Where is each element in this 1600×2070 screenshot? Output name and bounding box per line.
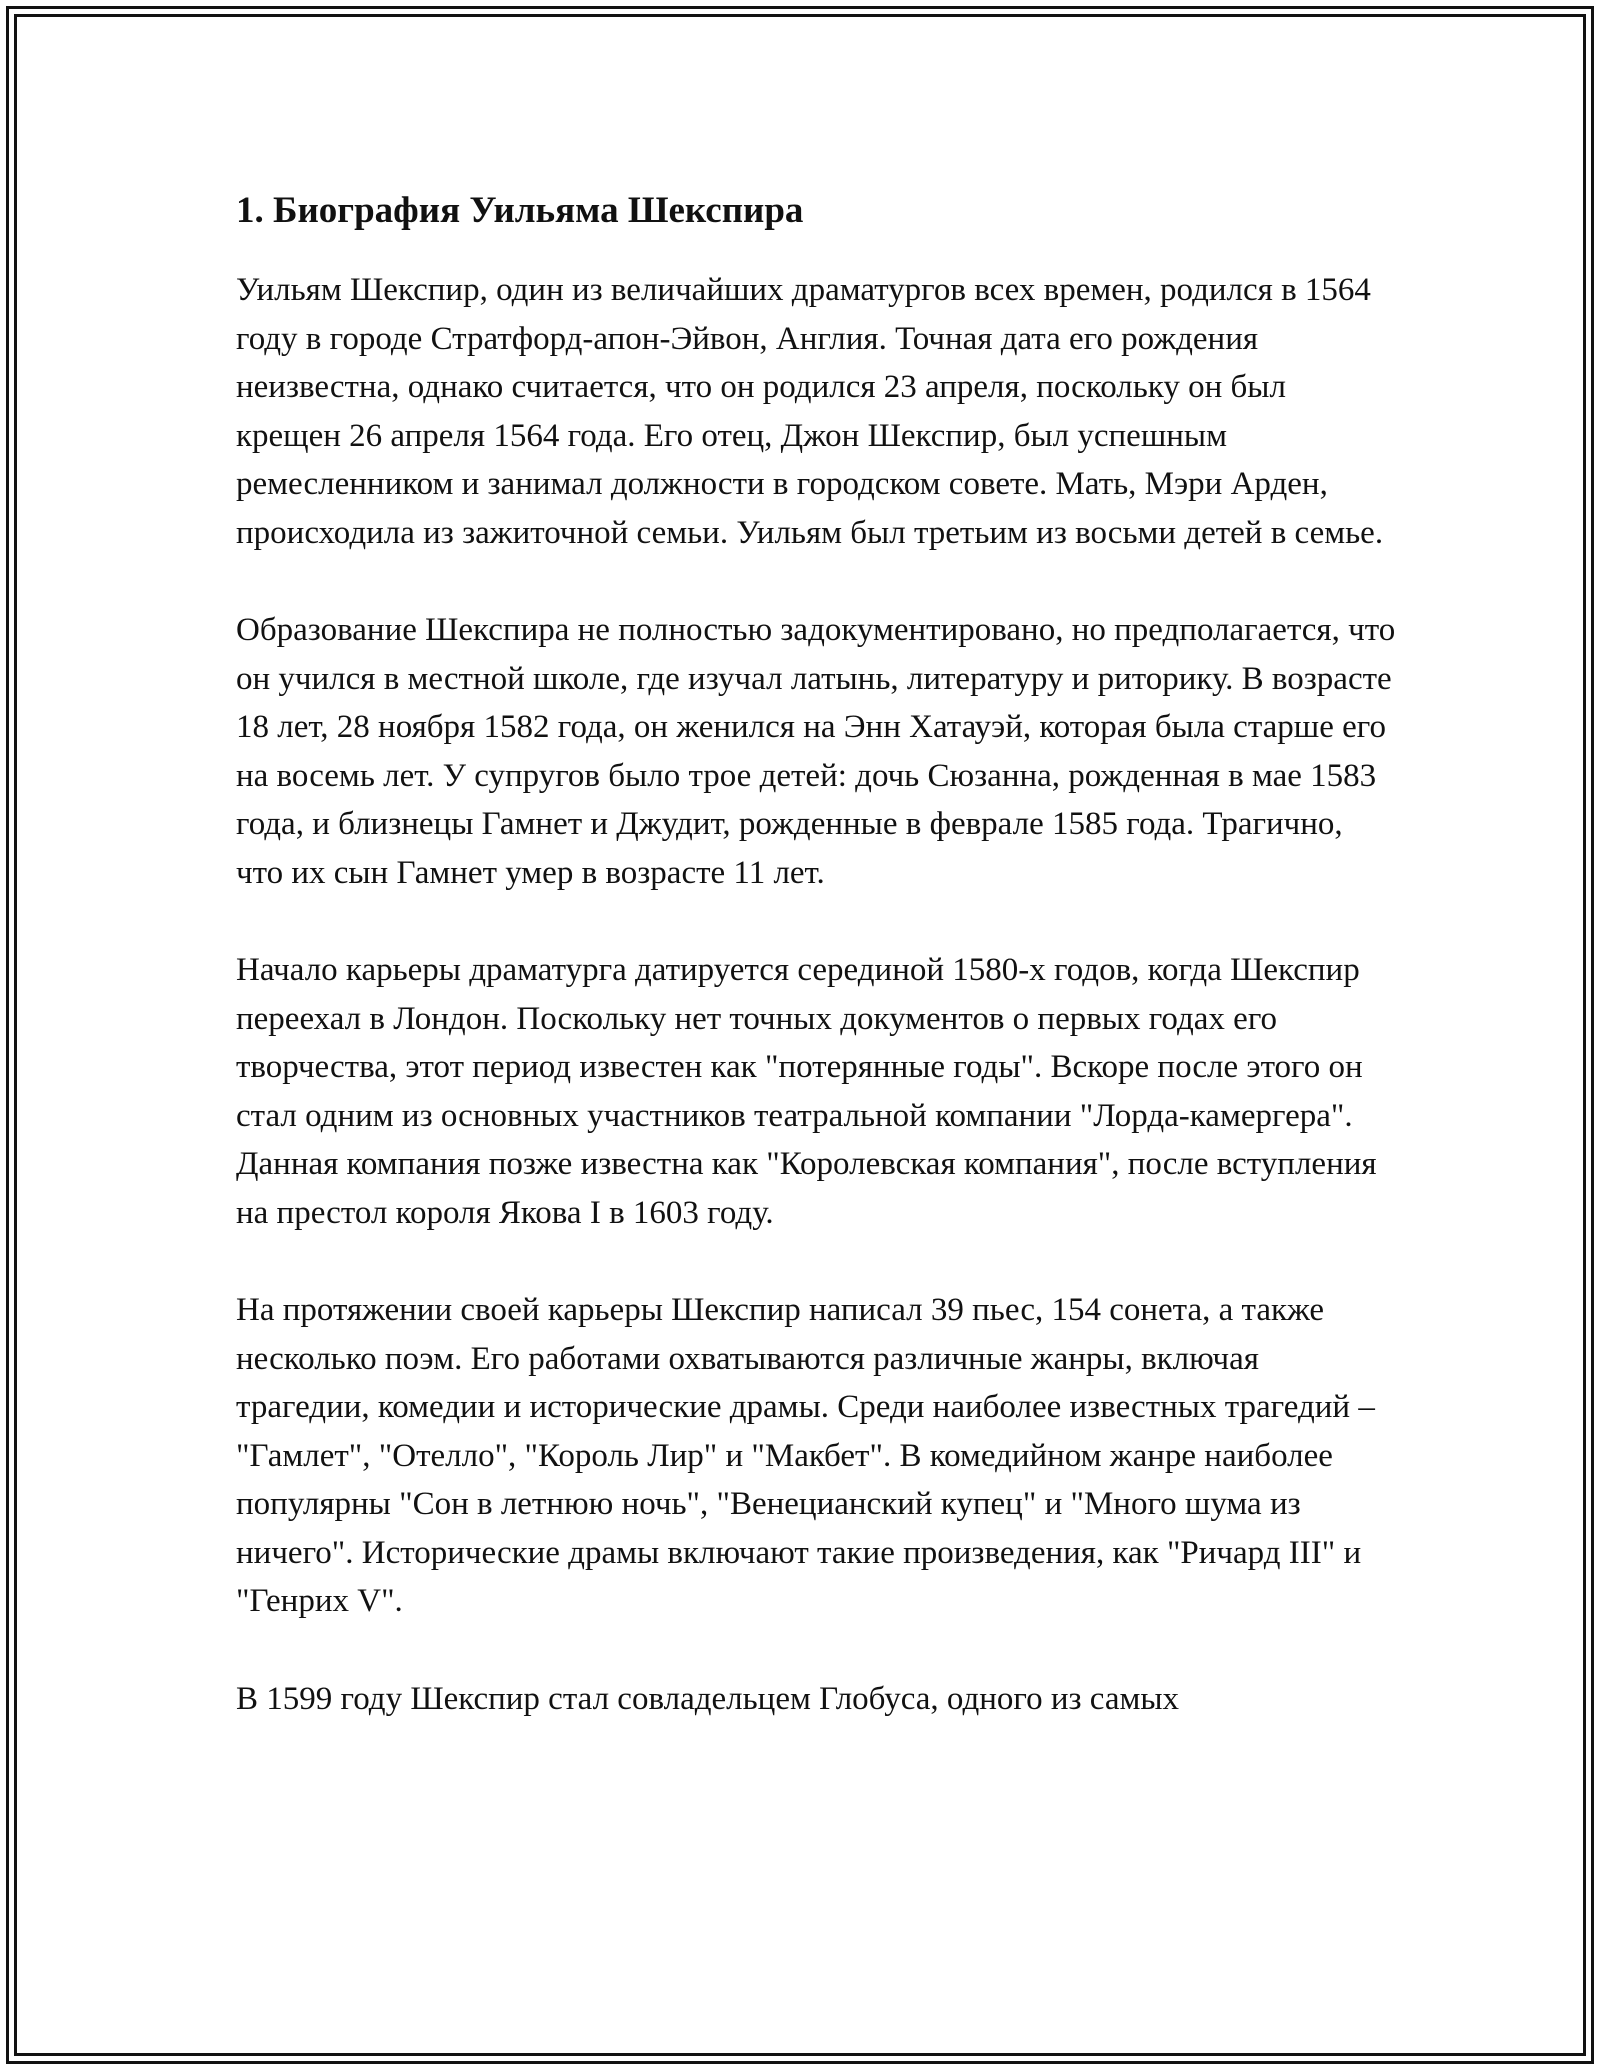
paragraph-education-family: Образование Шекспира не полностью задокументировано, но предполагается, что он учился в местной школе, где изучал латынь, литературу и риторику. В возрасте 18 лет, 28 ноября 1582 года, он женился на Энн Хатауэй, которая была старше его на восемь лет. У супругов было трое детей: дочь Сюзанна, рожденная в мае 1583 года, и близнецы Гамнет и Джудит, рожденные в феврале 1585 года. Трагично, что их сын Гамнет умер в возрасте 11 лет. — [236, 612, 1396, 891]
document-title: 1. Биография Уильяма Шекспира — [236, 190, 804, 231]
paragraph-career-start: Начало карьеры драматурга датируется серединой 1580-х годов, когда Шекспир переехал в Лондон. Поскольку нет точных документов о первых годах его творчества, этот период известен как "потерянные годы". Вскоре после этого он стал одним из основных участников театральной компании "Лорда-камергера". Данная компания позже известна как "Королевская компания", после вступления на престол короля Якова I в 1603 году. — [236, 952, 1377, 1231]
paragraph-works: На протяжении своей карьеры Шекспир написал 39 пьес, 154 сонета, а также несколько поэм. Его работами охватываются различные жанры, включая трагедии, комедии и исторические драмы. Среди наиболее известных трагедий – "Гамлет", "Отелло", "Король Лир" и "Макбет". В комедийном жанре наиболее популярны "Сон в летнюю ночь", "Венецианский купец" и "Много шума из ничего". Исторические драмы включают такие произведения, как "Ричард III" и "Генрих V". — [236, 1292, 1375, 1619]
paragraph-globe-theatre: В 1599 году Шекспир стал совладельцем Глобуса, одного из самых — [236, 1680, 1180, 1717]
paragraph-early-life: Уильям Шекспир, один из величайших драматургов всех времен, родился в 1564 году в городе Стратфорд-апон-Эйвон, Англия. Точная дата его рождения неизвестна, однако считается, что он родился 23 апреля, поскольку он был крещен 26 апреля 1564 года. Его отец, Джон Шекспир, был успешным ремесленником и занимал должности в городском совете. Мать, Мэри Арден, происходила из зажиточной семьи. Уильям был третьим из восьми детей в семье. — [236, 272, 1384, 551]
document-body — [236, 186, 1396, 1772]
